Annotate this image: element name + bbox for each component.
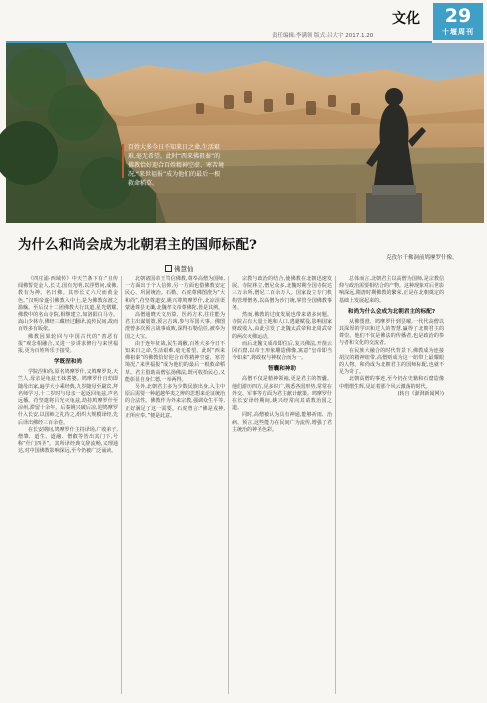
article-paragraph: 高僧不仅是精神领袖,更是君主的智囊。他们游历四方,见多识广,熟悉各国形势,常常在外交、军事等方面为君主献计献策。鸠摩罗什在长安译经期间,姚兴经常向其请教治国之道。 xyxy=(232,376,333,412)
grottoes-illustration xyxy=(6,43,484,223)
article-paragraph: 然而,佛教的过度发展也带来诸多问题。寺院占有大量土地和人口,逃避赋役,影响国家财政收入,由此引发了北魏太武帝和北周武帝的两次灭佛运动。 xyxy=(232,312,332,340)
article-column-1 xyxy=(18,276,118,696)
column-divider xyxy=(228,276,229,694)
section-title: 文化 xyxy=(392,11,420,27)
article-paragraph: 学院涅和尚,原名鸠摩罗什,父鸠摩罗炎,天竺人,母亲是龟兹王妹耆婆。鸠摩罗什自幼即随母出家,遍学大小乘经典,九岁随母至罽宾,拜名师学习,十二岁时与母亲一起返回龟兹,声名远播。苻坚遣将吕光灭龟兹,劫持鸠摩罗什至凉州,滞留十余年。后秦姚兴破后凉,迎鸠摩罗什入长安,以国师之礼待之,组织大规模译经,先后译出佛经三百余卷。 xyxy=(18,369,118,426)
article-column-3 xyxy=(232,276,332,696)
article-paragraph: 在民族大融合的时代背景下,佛教成为连接胡汉的精神纽带,高僧则成为这一纽带上最耀眼的人物。和尚成为北朝君主的国师标配,也就不足为奇了。 xyxy=(339,347,444,376)
byline-author: 佛慧仙 xyxy=(174,265,194,273)
article-paragraph: 高僧通晓天文历算、医药方术,往往能为君主出谋划策,预言吉凶,参与军国大事。佛图澄曾多次预言战事成败,深得石勒信任,被奉为国之大宝。 xyxy=(125,312,225,340)
article-paragraph: 北朝诸国帝王笃信佛教,尊奉高僧为国师,一方面出于个人信仰,另一方面也借佛教安定民心、巩固统治。石勒、石虎尊佛图澄为“大和尚”,苻坚尊道安,姚兴尊鸠摩罗什,北凉沮渠蒙逊尊昙无谶,北魏孝文帝尊佛陀,皆是其例。 xyxy=(125,276,225,311)
article-subheading: 和尚为什么会成为北朝君主的标配? xyxy=(347,308,436,315)
caption-accent-bar xyxy=(122,144,124,178)
article-paragraph: 《四庄浦·西域传》中天竺条下有:“且传闻佛誓觉金人,长丈,国有光明,以浮塑问,成佛,教有为神。名曰佛。其形长丈六尺而黄金色。”汉明帝遂引佛教入中土,是为佛教东渡之滥觞。至后汉十二团佛教大行其道,星光熠耀,佛教中的名山寺院,相继建立,如洛阳白马寺。嵩山少林寺,佛经三藏经过翻译,流传民间,故而百姓多有皈依。 xyxy=(18,276,118,333)
article-paragraph: 佛教因果轮回与中国古代的“善恶有报”观念相融合,又进一步讲求修行与来世福报,更为百姓所乐于接受。 xyxy=(18,333,118,355)
article-paragraph: 从佛图澄、鸠摩罗什到昙曜,一代代高僧以其深厚的学识和过人的智慧,赢得了北朝君主的尊崇。他们不仅是佛法的传播者,也是政治的参与者和文化的交流者。 xyxy=(339,318,444,347)
article-headline: 为什么和尚会成为北朝君主的国师标配? xyxy=(18,237,258,253)
article-subheading: 学既涅和尚 xyxy=(54,359,82,366)
column-divider xyxy=(335,276,336,694)
article-column-2 xyxy=(125,276,225,696)
article-column-4 xyxy=(339,276,444,696)
photo-credit: 克孜尔千佛洞前鸠摩罗什像。 xyxy=(386,255,458,261)
article-subheading: 智囊和神助 xyxy=(268,366,296,373)
photo-caption-text: 百姓大多今日不知来日之命,生活艰难,毫无希望。此时“西来佛祖秦”的佛教恰好迎合百姓精神空虚、寒苦境况,“来世福报”成为他们的最后一根救命稻草。 xyxy=(128,144,225,187)
article-paragraph: 在长安期间,鸠摩罗什主持译场,广收弟子,僧肇、道生、道融、僧叡等皆出其门下,号称“什门四圣”。其所译经典文辞流畅,义理通达,对中国佛教影响深远,至今仍被广泛诵读。 xyxy=(18,426,118,455)
editor-meta: 责任编辑:李满领 版式:吕大宇 2017.1.20 xyxy=(272,33,374,39)
article-paragraph: 同时,高僧被认为具有神通,能够祈雨、治病、预言,这些能力在民间广为流传,增强了君主统治的神圣色彩。 xyxy=(232,412,332,433)
page-header xyxy=(0,0,487,42)
article-paragraph: 北朝高僧的事迹,至今仍在史籍和石窟造像中熠熠生辉,见证着那个风云激荡的时代。 xyxy=(339,376,444,390)
article-paragraph: 由于连年征战,民生凋敝,百姓大多今日不知来日之命,生活艰难,毫无希望。此时“西来佛祖秦”的佛教恰好迎合百姓精神空虚、寒苦境况,“来世福报”成为他们的最后一根救命稻草。君主借助高僧弘扬佛法,既可收拾民心,又能彰显自身仁德,一举两得。 xyxy=(125,340,225,383)
article-paragraph: 宗教与政治的结合,使佛教在北朝迅速发展。寺院林立,僧尼众多,北魏时期全国寺院达三万余所,僧尼二百余万人。国家设立专门机构管理僧务,以高僧为沙门统,掌管全国佛教事务。 xyxy=(232,276,332,311)
square-icon xyxy=(165,265,172,272)
column-divider xyxy=(121,276,122,694)
article-source: (转自《澎湃新闻网》) xyxy=(397,390,444,397)
photo-caption xyxy=(128,143,226,188)
article-paragraph: 另外,北朝君主多为少数民族出身,入主中原后需要一种超越华夷之辨的思想来论证统治的合法性。佛教作为外来宗教,强调众生平等,正好满足了这一需要。石虎曾言:“佛是戎神,正所应奉。”便是此意。 xyxy=(125,384,226,419)
page-tag: 十堰周刊 xyxy=(442,28,474,36)
article-byline xyxy=(165,264,194,273)
article-paragraph: 总体而言,北朝君主以高僧为国师,是宗教信仰与政治需要相结合的产物。这种现象对后世影响深远,隋唐时期佛教的繁荣,正是在北朝奠定的基础上发展起来的。 xyxy=(339,276,445,304)
page-badge xyxy=(433,3,483,40)
article-paragraph: 而后北魏文成帝即位后,复兴佛法,开凿云冈石窟,以帝王形象雕造佛像,寓意“皇帝即当今如来”,将政权与神权合而为一。 xyxy=(232,340,332,362)
page-number: 29 xyxy=(444,5,472,27)
